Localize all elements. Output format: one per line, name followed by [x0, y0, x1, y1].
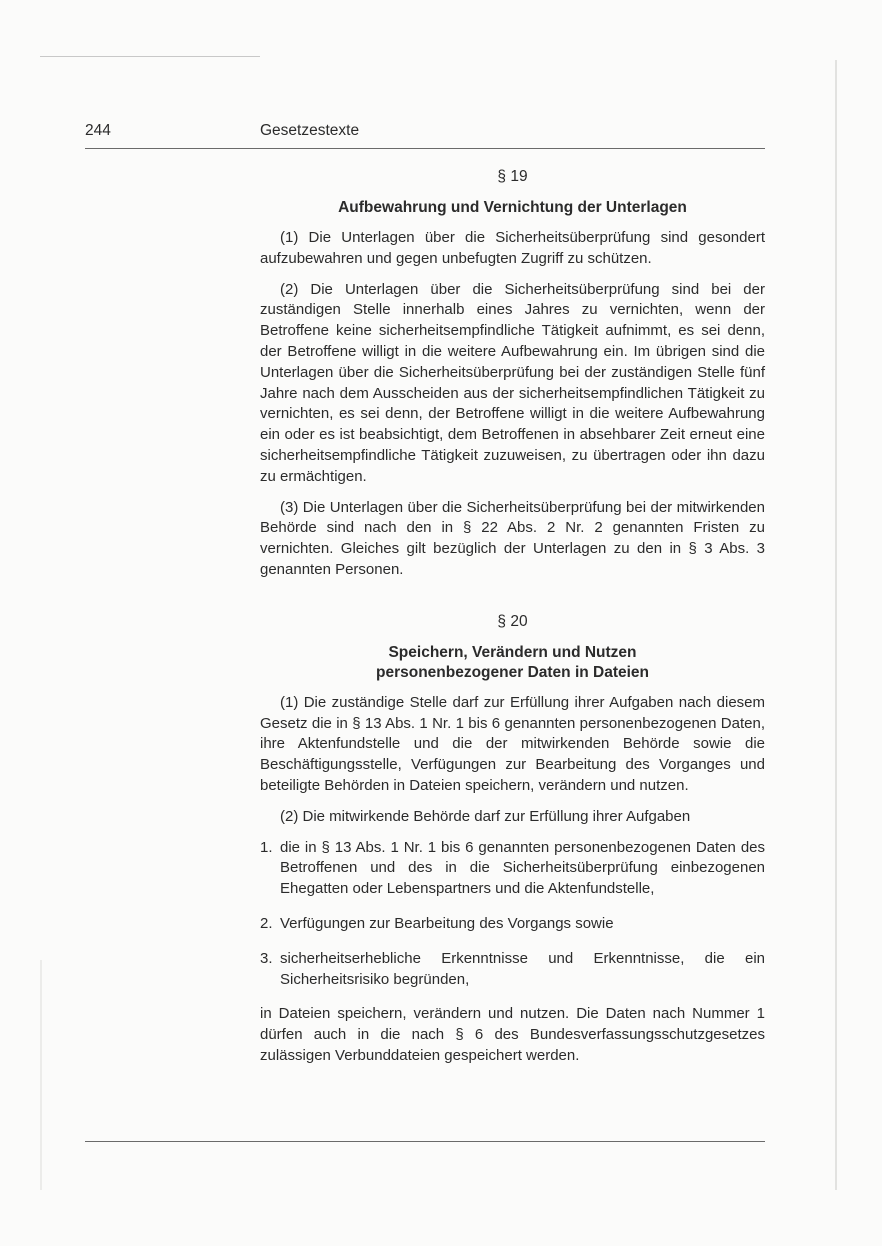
page-edge-shadow [835, 60, 837, 1190]
paragraph: (1) Die Unterlagen über die Sicherheitsüberprüfung sind gesondert aufzubewahren und gegen unbefugten Zugriff zu schützen. [260, 229, 765, 267]
section-19 [260, 168, 765, 581]
page-header [85, 118, 765, 149]
section-heading [260, 643, 765, 683]
section-heading-line: Speichern, Verändern und Nutzen [388, 643, 637, 661]
page-edge-shadow-left [40, 960, 42, 1190]
page-number: 244 [85, 122, 111, 139]
list-item [260, 838, 765, 900]
paragraph: (2) Die mitwirkende Behörde darf zur Erfüllung ihrer Aufgaben [280, 807, 691, 825]
list-number: 1. [260, 838, 273, 856]
list-number: 3. [260, 949, 273, 967]
section-sign: § 20 [497, 612, 528, 630]
closing-paragraph: in Dateien speichern, verändern und nutzen. Die Daten nach Nummer 1 dürfen auch in die nach § 6 des Bundesverfassungsschutzgesetzes zulässigen Verbunddateien gespeichert werden. [260, 1005, 765, 1064]
section-sign: § 19 [497, 168, 528, 185]
top-scan-rule [40, 56, 260, 57]
section-20 [260, 613, 765, 1067]
list-item [260, 949, 765, 991]
section-heading: Aufbewahrung und Vernichtung der Unterlagen [338, 199, 687, 216]
list-number: 2. [260, 914, 273, 932]
list-text: Verfügungen zur Bearbeitung des Vorgangs sowie [280, 914, 614, 932]
numbered-list [260, 838, 765, 991]
section-gap [260, 581, 765, 605]
list-item [260, 914, 765, 935]
paragraph: (3) Die Unterlagen über die Sicherheitsüberprüfung bei der mitwirkenden Behörde sind nach den in § 22 Abs. 2 Nr. 2 genannten Fristen zu vernichten. Gleiches gilt bezüglich der Unterlagen zu den in § 3 Abs. 3 genannten Personen. [260, 498, 765, 578]
page-body [260, 160, 765, 1067]
paragraph: (2) Die Unterlagen über die Sicherheitsüberprüfung sind bei der zuständigen Stelle innerhalb eines Jahres zu vernichten, wenn der Betroffene keine sicherheitsempfindliche Tätigkeit aufnimmt, es sei denn, der Betroffene willigt in die weitere Aufbewahrung ein. Im übrigen sind die Unterlagen über die Sicherheitsüberprüfung bei der zuständigen Stelle fünf Jahre nach dem Ausscheiden aus der sicherheitsempfindlichen Tätigkeit zu vernichten, es sei denn, der Betroffene willigt in die weitere Aufbewahrung ein oder es ist beabsichtigt, dem Betroffenen in absehbarer Zeit erneut eine sicherheitsempfindliche Tätigkeit zuzuweisen, zu übertragen oder ihn dazu zu ermächtigen. [260, 280, 765, 485]
list-text: die in § 13 Abs. 1 Nr. 1 bis 6 genannten personenbezogenen Daten des Betroffenen und des in die Sicherheitsüberprüfung einbezogenen Ehegatten oder Lebenspartners und die Aktenfundstelle, [280, 838, 765, 898]
footer-rule [85, 1141, 765, 1142]
running-title: Gesetzestexte [260, 122, 360, 139]
list-text: sicherheitserhebliche Erkenntnisse und Erkenntnisse, die ein Sicherheitsrisiko begründen, [280, 949, 765, 988]
paragraph: (1) Die zuständige Stelle darf zur Erfüllung ihrer Aufgaben nach diesem Gesetz die in § 13 Abs. 1 Nr. 1 bis 6 genannten personenbezogenen Daten, ihre Aktenfundstelle und die der mitwirkenden Behörde sowie die Beschäftigungsstelle, Verfügungen zur Bearbeitung des Vorganges und beteiligte Behörden in Dateien speichern, verändern und nutzen. [260, 693, 765, 794]
section-heading-line: personenbezogener Daten in Dateien [375, 663, 650, 681]
